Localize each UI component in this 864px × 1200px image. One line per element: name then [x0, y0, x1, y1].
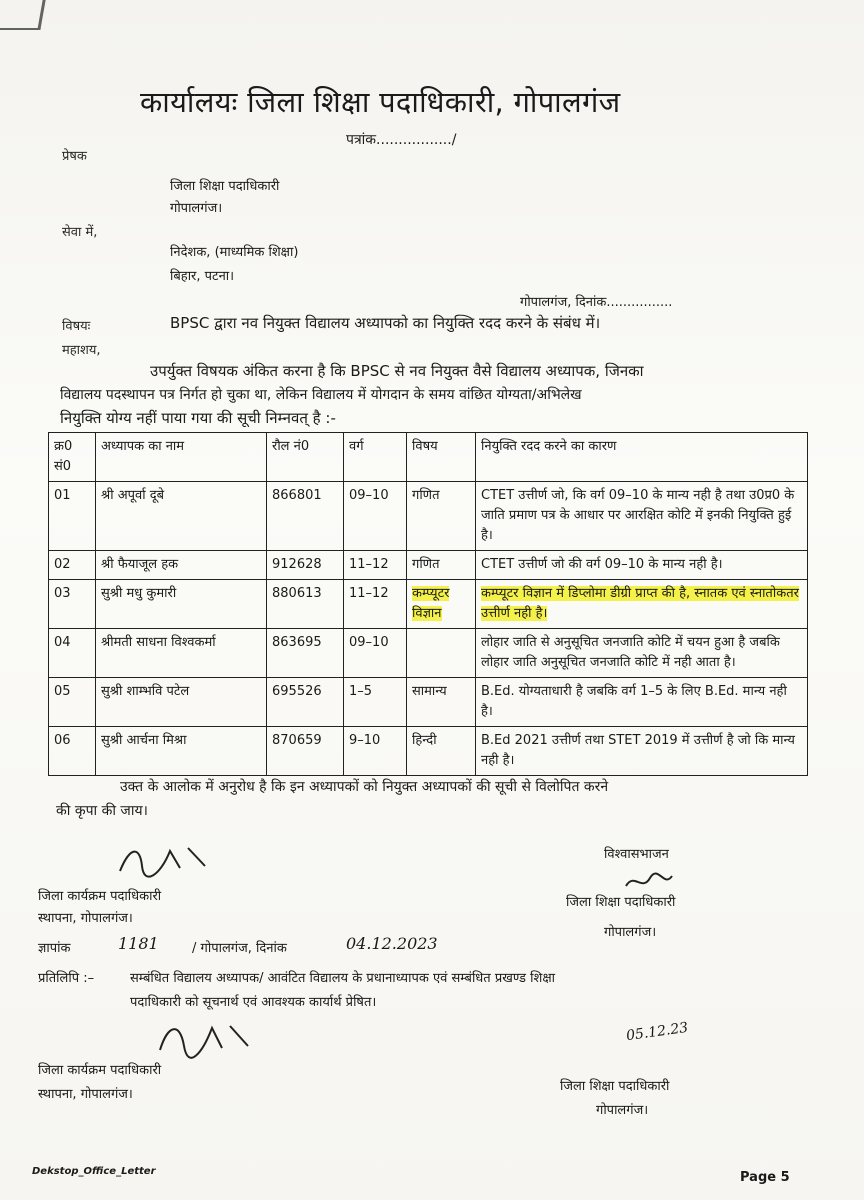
header-roll: रौल नं0 — [267, 433, 344, 482]
recipient-line1: निदेशक, (माध्यमिक शिक्षा) — [170, 245, 299, 260]
highlighted-reason: कम्प्यूटर विज्ञान में डिप्लोमा डीग्री प्राप्त की है, स्नातक एवं स्नातोकतर उत्तीर्ण नही है। — [481, 586, 799, 621]
paragraph-line3: नियुक्ति योग्य नहीं पाया गया की सूची निम्नवत् है :- — [60, 409, 336, 427]
cell-subject: गणित — [407, 482, 476, 551]
cell-subject: गणित — [407, 551, 476, 580]
deo1-place: गोपालगंज। — [604, 925, 657, 940]
dpo2-place: स्थापना, गोपालगंज। — [38, 1087, 133, 1102]
date-line: गोपालगंज, दिनांक................ — [520, 295, 673, 310]
header-class: वर्ग — [344, 433, 407, 482]
table-row — [49, 482, 808, 551]
cell-class: 11–12 — [344, 580, 407, 629]
cell-reason: B.Ed 2021 उत्तीर्ण तथा STET 2019 में उत्तीर्ण है जो कि मान्य नही है। — [476, 727, 808, 776]
sender-line2: गोपालगंज। — [170, 201, 223, 216]
cell-class: 9–10 — [344, 727, 407, 776]
sender-label: प्रेषक — [62, 149, 87, 164]
cell-name: सुश्री मधु कुमारी — [96, 580, 267, 629]
cell-sn: 04 — [49, 629, 96, 678]
cell-class: 09–10 — [344, 482, 407, 551]
cell-reason: CTET उत्तीर्ण जो की वर्ग 09–10 के मान्य नही है। — [476, 551, 808, 580]
subject-text: BPSC द्वारा नव नियुक्त विद्यालय अध्यापको का नियुक्ति रदद करने के संबंध में। — [170, 314, 601, 332]
deo2-place: गोपालगंज। — [596, 1103, 649, 1118]
table-row — [49, 580, 808, 629]
dpo1-title: जिला कार्यक्रम पदाधिकारी — [38, 889, 162, 904]
header-subject: विषय — [407, 433, 476, 482]
cell-subject: सामान्य — [407, 678, 476, 727]
cell-name: सुश्री आर्चना मिश्रा — [96, 727, 267, 776]
table-header-row — [49, 433, 808, 482]
header-reason: नियुक्ति रदद करने का कारण — [476, 433, 808, 482]
cell-class: 09–10 — [344, 629, 407, 678]
deo2-title: जिला शिक्षा पदाधिकारी — [560, 1079, 670, 1094]
closing-line1: उक्त के आलोक में अनुरोध है कि इन अध्यापकों को नियुक्त अध्यापकों की सूची से विलोपित करने — [120, 779, 609, 795]
header-name: अध्यापक का नाम — [96, 433, 267, 482]
cell-roll: 870659 — [267, 727, 344, 776]
dpo2-title: जिला कार्यक्रम पदाधिकारी — [38, 1063, 162, 1078]
handwritten-date: 05.12.23 — [625, 1019, 690, 1045]
closing-line2: की कृपा की जाय। — [56, 803, 148, 819]
deo1-title: जिला शिक्षा पदाधिकारी — [566, 895, 676, 910]
copy-label: प्रतिलिपि :– — [38, 971, 95, 986]
table-row — [49, 629, 808, 678]
gyapank-number: 1181 — [118, 934, 159, 953]
gyapank-date: 04.12.2023 — [346, 934, 438, 953]
cell-reason: लोहार जाति से अनुसूचित जनजाति कोटि में चयन हुआ है जबकि लोहार जाति अनुसूचित जनजाति कोटि में नही आता है। — [476, 629, 808, 678]
cell-roll: 866801 — [267, 482, 344, 551]
gyapank-label: ज्ञापांक — [38, 941, 71, 956]
cell-sn: 02 — [49, 551, 96, 580]
gyapank-place: / गोपालगंज, दिनांक — [192, 941, 287, 956]
paragraph-line1: उपर्युक्त विषयक अंकित करना है कि BPSC से नव नियुक्त वैसे विद्यालय अध्यापक, जिनका — [150, 362, 644, 380]
copy-line2: पदाधिकारी को सूचनार्थ एवं आवश्यक कार्यार्थ प्रेषित। — [130, 995, 377, 1010]
cell-sn: 01 — [49, 482, 96, 551]
copy-line1: सम्बंधित विद्यालय अध्यापक/ आवंटित विद्यालय के प्रधानाध्यापक एवं सम्बंधित प्रखण्ड शिक्षा — [130, 971, 556, 986]
table-row — [49, 727, 808, 776]
cell-reason — [476, 580, 808, 629]
highlighted-subject: कम्प्यूटर विज्ञान — [412, 586, 450, 621]
office-title: कार्यालयः जिला शिक्षा पदाधिकारी, गोपालगंज — [140, 85, 621, 119]
cell-name: श्री फैयाजूल हक — [96, 551, 267, 580]
table-row — [49, 678, 808, 727]
table-row — [49, 551, 808, 580]
cell-name: श्री अपूर्वा दूबे — [96, 482, 267, 551]
cell-roll: 912628 — [267, 551, 344, 580]
cell-reason: CTET उत्तीर्ण जो, कि वर्ग 09–10 के मान्य नही है तथा उ0प्र0 के जाति प्रमाण पत्र के आधार पर आरक्षित कोटि में इनकी नियुक्ति हुई है। — [476, 482, 808, 551]
cell-sn: 05 — [49, 678, 96, 727]
scan-edge-mark — [0, 0, 46, 30]
recipient-line2: बिहार, पटना। — [170, 269, 235, 284]
cell-sn: 06 — [49, 727, 96, 776]
cell-subject — [407, 580, 476, 629]
teachers-table — [48, 432, 808, 776]
cell-sn: 03 — [49, 580, 96, 629]
cell-name: श्रीमती साधना विश्वकर्मा — [96, 629, 267, 678]
cell-class: 1–5 — [344, 678, 407, 727]
recipient-label: सेवा में, — [62, 225, 98, 240]
dpo1-place: स्थापना, गोपालगंज। — [38, 911, 133, 926]
sender-line1: जिला शिक्षा पदाधिकारी — [170, 179, 280, 194]
cell-roll: 695526 — [267, 678, 344, 727]
salutation: महाशय, — [62, 343, 101, 358]
page-number: Page 5 — [740, 1170, 790, 1185]
letter-number: पत्रांक................./ — [346, 132, 457, 148]
cell-roll: 863695 — [267, 629, 344, 678]
cell-reason: B.Ed. योग्यताधारी है जबकि वर्ग 1–5 के लिए B.Ed. मान्य नही है। — [476, 678, 808, 727]
cell-name: सुश्री शाम्भवि पटेल — [96, 678, 267, 727]
yours-faithfully: विश्वासभाजन — [604, 847, 669, 862]
header-sn: क्र0 सं0 — [49, 433, 96, 482]
dpo-signature-1 — [110, 836, 220, 886]
footer-left: Dekstop_Office_Letter — [32, 1166, 156, 1177]
cell-subject: हिन्दी — [407, 727, 476, 776]
cell-class: 11–12 — [344, 551, 407, 580]
cell-subject — [407, 629, 476, 678]
dpo-signature-2 — [150, 1012, 260, 1064]
paragraph-line2: विद्यालय पदस्थापन पत्र निर्गत हो चुका था, लेकिन विद्यालय में योगदान के समय वांछित योग्यता/अभिलेख — [60, 387, 582, 403]
subject-label: विषयः — [62, 319, 91, 334]
cell-roll: 880613 — [267, 580, 344, 629]
